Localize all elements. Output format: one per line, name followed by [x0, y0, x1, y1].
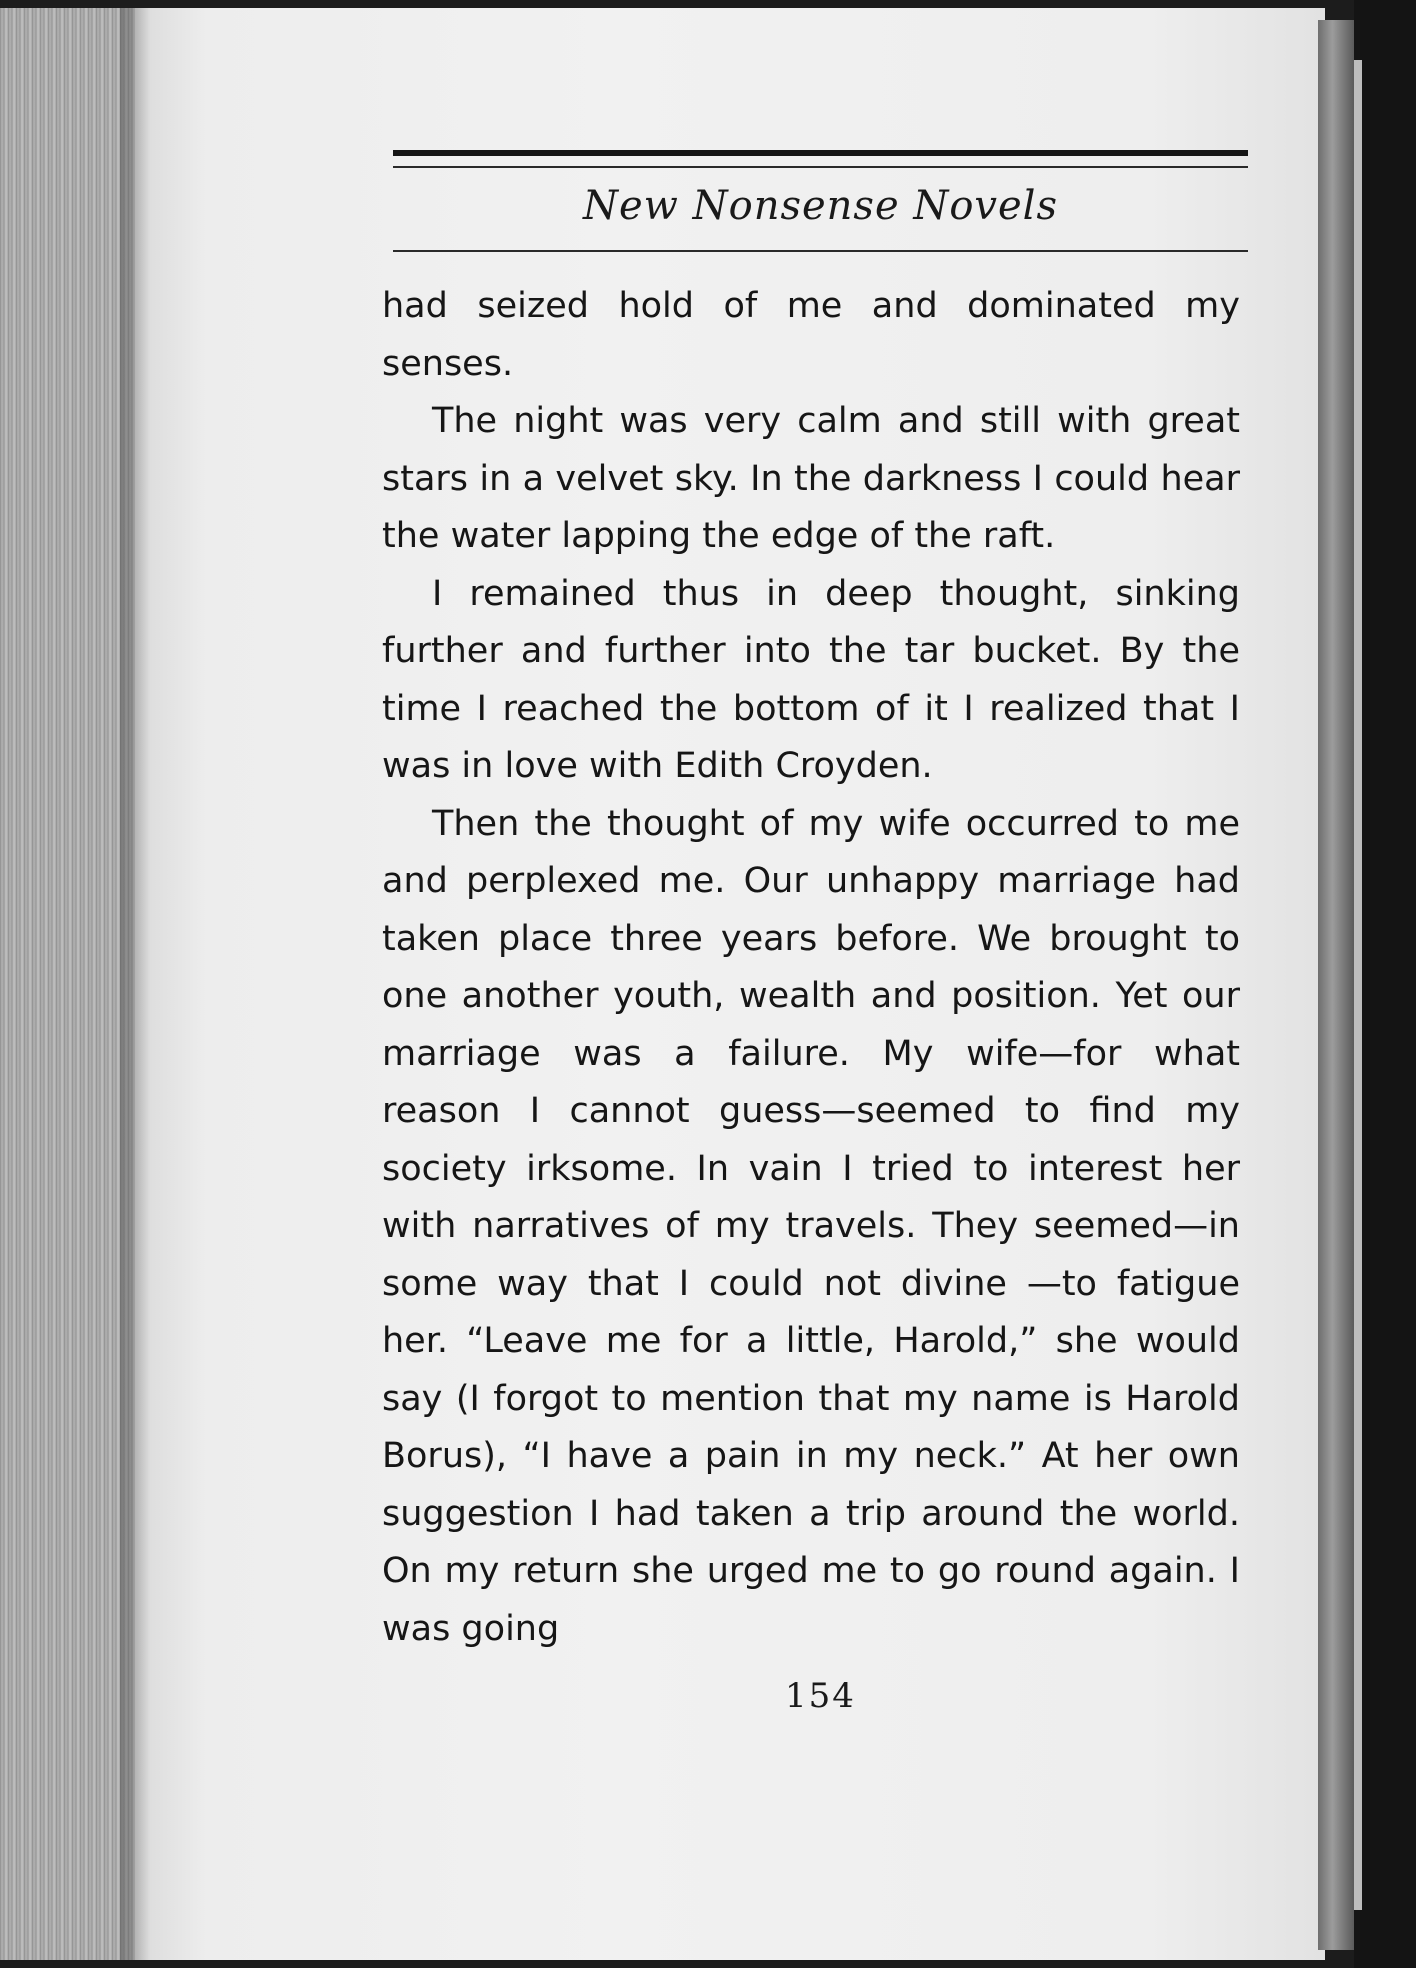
- page-edges: [0, 8, 135, 1960]
- paragraph: The night was very calm and still with great stars in a velvet sky. In the darkness I could hear the water lapping the edge of the raft.: [382, 401, 1240, 556]
- facing-page-edge: [1354, 60, 1362, 1910]
- header-rule-thin: [393, 166, 1248, 168]
- binding-gutter: [1318, 20, 1354, 1950]
- body-text: [382, 278, 1240, 1658]
- page-edge-shadow: [120, 8, 150, 1960]
- paragraph: Then the thought of my wife occurred to me and perplexed me. Our unhappy marriage had taken place three years before. We brought to one another youth, wealth and position. Yet our marriage was a failure. My wife—for what reason I cannot guess—seemed to find my society irksome. In vain I tried to interest her with narratives of my travels. They seemed—in some way that I could not divine —to fatigue her. “Leave me for a little, Harold,” she would say (I forgot to mention that my name is Harold Borus), “I have a pain in my neck.” At her own suggestion I had taken a trip around the world. On my return she urged me to go round again. I was going: [382, 803, 1240, 1649]
- page-number: 154: [785, 1676, 856, 1716]
- header-rule-bottom: [393, 250, 1248, 252]
- paragraph: I remained thus in deep thought, sinking further and further into the tar bucket. By the time I reached the bottom of it I realized that I was in love with Edith Croyden.: [382, 573, 1240, 786]
- header-rule-thick: [393, 150, 1248, 156]
- paragraph: had seized hold of me and dominated my senses.: [382, 286, 1240, 384]
- facing-page-dark: [1354, 0, 1416, 1968]
- running-head: New Nonsense Novels: [582, 183, 1058, 229]
